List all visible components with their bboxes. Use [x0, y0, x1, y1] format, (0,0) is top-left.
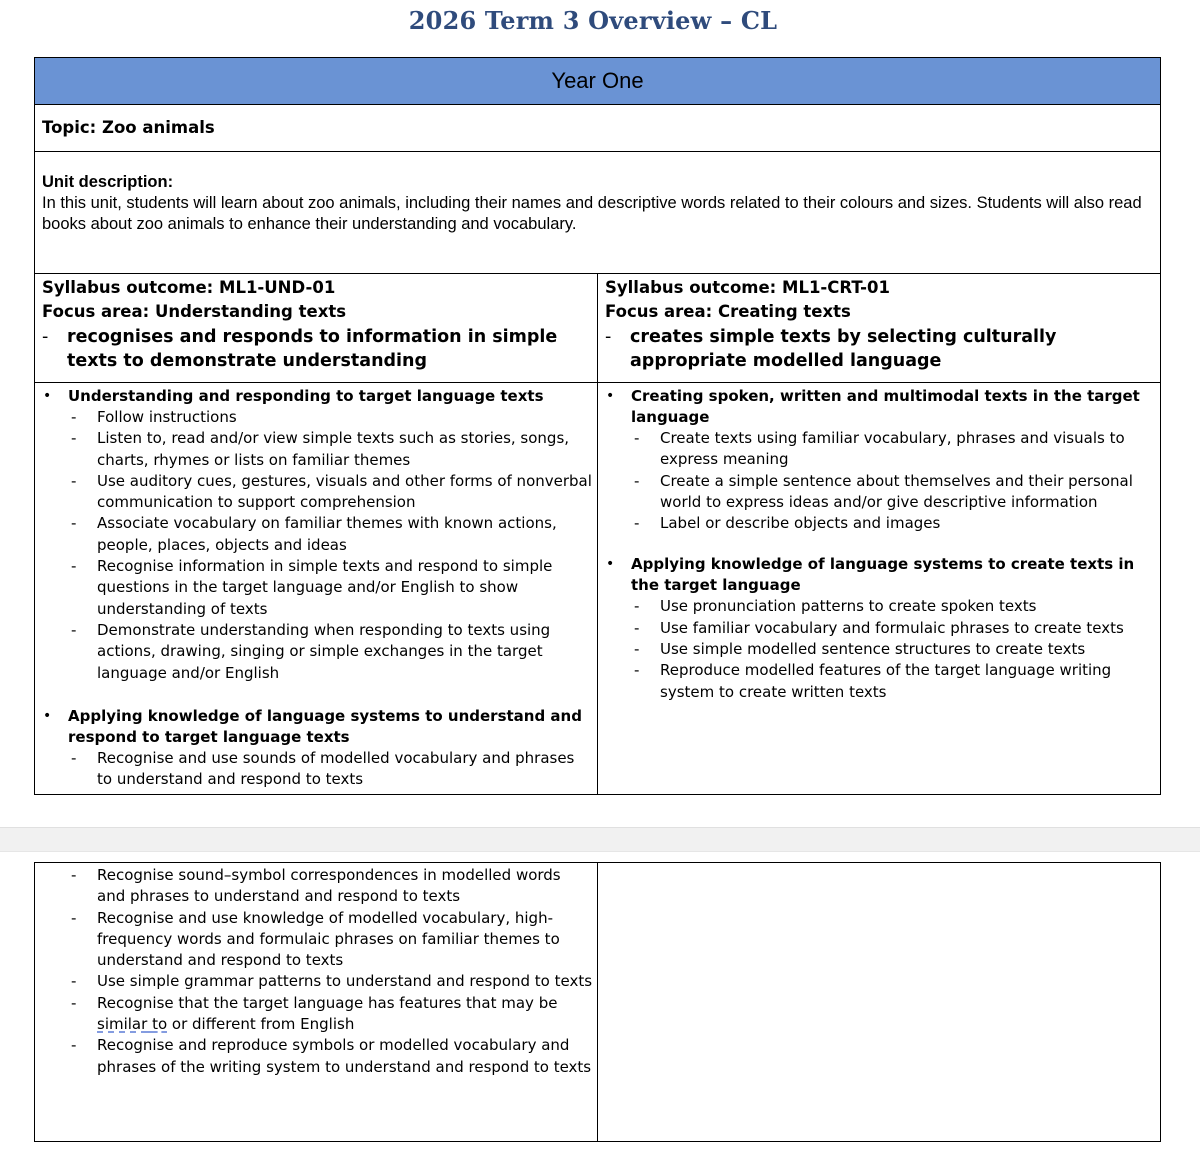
right-focus: Focus area: Creating texts	[605, 302, 851, 321]
right-continued-cell	[598, 863, 1161, 1142]
list-item	[39, 865, 593, 908]
list-item	[39, 407, 593, 428]
left-bullet-2	[39, 706, 593, 748]
dash-marker: -	[71, 993, 77, 1012]
list-item	[602, 596, 1156, 617]
right-content-cell	[598, 383, 1161, 795]
spacer	[39, 684, 593, 706]
list-item	[39, 993, 593, 1036]
list-item-text: Recognise and use knowledge of modelled vocabulary, high-frequency words and formulaic phrases on familiar themes to understand and respond to texts	[97, 908, 560, 970]
right-outcome: Syllabus outcome: ML1-CRT-01	[605, 278, 890, 297]
list-item-text: Associate vocabulary on familiar themes with known actions, people, places, objects and ideas	[97, 514, 557, 554]
dash-marker: -	[634, 429, 640, 447]
dash-marker: -	[634, 471, 640, 490]
list-item-text: Follow instructions	[97, 408, 237, 426]
list-item-text: Reproduce modelled features of the target language writing system to create written texts	[660, 661, 1112, 701]
left-bullet-2-list	[39, 748, 593, 791]
list-item-text: Use pronunciation patterns to create spoken texts	[660, 597, 1037, 616]
dash-marker: -	[605, 327, 612, 347]
overview-table-continued	[34, 862, 1161, 1142]
list-item	[602, 639, 1156, 660]
list-item-text: Recognise and reproduce symbols or modelled vocabulary and phrases of the writing system to understand and respond to texts	[97, 1036, 592, 1076]
list-item-text: Create texts using familiar vocabulary, phrases and visuals to express meaning	[660, 429, 1125, 469]
left-outcome: Syllabus outcome: ML1-UND-01	[42, 278, 336, 297]
dash-marker: -	[71, 748, 77, 767]
overview-table	[34, 57, 1161, 795]
bullet-heading: Creating spoken, written and multimodal texts in the target language	[631, 387, 1140, 426]
bullet-marker: •	[43, 388, 52, 404]
left-continued-list	[39, 865, 593, 1078]
list-item	[602, 471, 1156, 514]
list-item	[39, 556, 593, 620]
list-item-text: Use familiar vocabulary and formulaic phrases to create texts	[660, 618, 1124, 637]
dash-marker: -	[634, 514, 640, 533]
list-item-text: Demonstrate understanding when responding to texts using actions, drawing, singing or simple exchanges in the target language and/or English	[97, 620, 551, 682]
right-bullet-1-list	[602, 428, 1156, 534]
unit-text: In this unit, students will learn about zoo animals, including their names and descriptive words related to their colours and sizes. Students will also read books about zoo animals to enhance their understanding and vocabulary.	[42, 194, 1142, 233]
list-item-text: Use simple grammar patterns to understand and respond to texts	[97, 972, 593, 991]
dash-marker: -	[71, 471, 77, 490]
dash-marker: -	[71, 972, 77, 991]
topic-label: Topic: Zoo animals	[42, 118, 215, 137]
right-bullet-2	[602, 554, 1156, 596]
unit-description	[35, 152, 1161, 274]
list-item-text: Recognise sound–symbol correspondences in modelled words and phrases to understand and respond to texts	[97, 866, 561, 906]
list-item	[602, 618, 1156, 639]
left-content-cell	[35, 383, 598, 795]
dash-marker: -	[71, 866, 77, 884]
bullet-heading: Understanding and responding to target language texts	[68, 387, 544, 405]
left-bullet-1	[39, 386, 593, 407]
dash-marker: -	[71, 620, 77, 639]
list-item	[602, 428, 1156, 471]
list-item-text: Label or describe objects and images	[660, 514, 941, 533]
left-outcome-cell	[35, 274, 598, 383]
right-statement-text: creates simple texts by selecting culturally appropriate modelled language	[630, 327, 1057, 371]
bullet-marker: •	[606, 388, 615, 404]
text-run: or different from English	[167, 1015, 355, 1034]
list-item	[39, 428, 593, 471]
dash-marker: -	[71, 514, 77, 533]
bullet-heading: Applying knowledge of language systems to create texts in the target language	[631, 555, 1135, 595]
list-item-text: Recognise information in simple texts and respond to simple questions in the target language and/or English to show understanding of texts	[97, 557, 553, 618]
list-item	[39, 908, 593, 972]
list-item	[39, 620, 593, 684]
bullet-heading: Applying knowledge of language systems to understand and respond to target language texts	[68, 706, 582, 746]
dash-marker: -	[71, 557, 77, 576]
left-focus: Focus area: Understanding texts	[42, 302, 347, 321]
bullet-marker: •	[606, 556, 615, 573]
dash-marker: -	[71, 408, 77, 426]
left-bullet-1-list	[39, 407, 593, 684]
list-item-text: Recognise and use sounds of modelled vocabulary and phrases to understand and respond to texts	[97, 748, 575, 789]
dash-marker: -	[634, 597, 640, 616]
dash-marker: -	[71, 908, 77, 927]
topic-row	[35, 105, 1161, 152]
unit-heading: Unit description:	[42, 173, 174, 191]
right-bullet-1	[602, 386, 1156, 428]
document-title: 2026 Term 3 Overview – CL	[408, 6, 778, 35]
list-item-text: Use simple modelled sentence structures to create texts	[660, 640, 1086, 659]
text-run: Recognise that the target language has features that may be	[97, 993, 558, 1012]
list-item	[39, 513, 593, 556]
dash-marker: -	[634, 661, 640, 680]
spellcheck-word: to	[152, 1015, 168, 1034]
year-header: Year One	[35, 58, 1161, 105]
list-item-text: Listen to, read and/or view simple texts such as stories, songs, charts, rhymes or lists on familiar themes	[97, 429, 570, 469]
list-item-text: Create a simple sentence about themselves and their personal world to express ideas and/or give descriptive information	[660, 471, 1133, 511]
spellcheck-word: similar	[97, 1015, 148, 1034]
list-item-text	[97, 993, 593, 1036]
left-statement	[42, 325, 590, 373]
dash-marker: -	[634, 618, 640, 637]
right-outcome-cell	[598, 274, 1161, 383]
spacer	[602, 534, 1156, 554]
left-statement-text: recognises and responds to information in simple texts to demonstrate understanding	[67, 327, 558, 371]
list-item	[602, 660, 1156, 703]
list-item	[39, 971, 593, 992]
bullet-marker: •	[43, 707, 52, 724]
list-item	[39, 748, 593, 791]
dash-marker: -	[71, 429, 77, 448]
dash-marker: -	[42, 327, 49, 347]
list-item	[602, 513, 1156, 534]
list-item	[39, 471, 593, 514]
list-item	[39, 1035, 593, 1078]
page-break	[0, 827, 1200, 852]
right-bullet-2-list	[602, 596, 1156, 702]
right-statement	[605, 325, 1153, 373]
list-item-text: Use auditory cues, gestures, visuals and other forms of nonverbal communication to support comprehension	[97, 471, 592, 512]
dash-marker: -	[634, 640, 640, 659]
left-continued-cell	[35, 863, 598, 1142]
dash-marker: -	[71, 1036, 77, 1055]
